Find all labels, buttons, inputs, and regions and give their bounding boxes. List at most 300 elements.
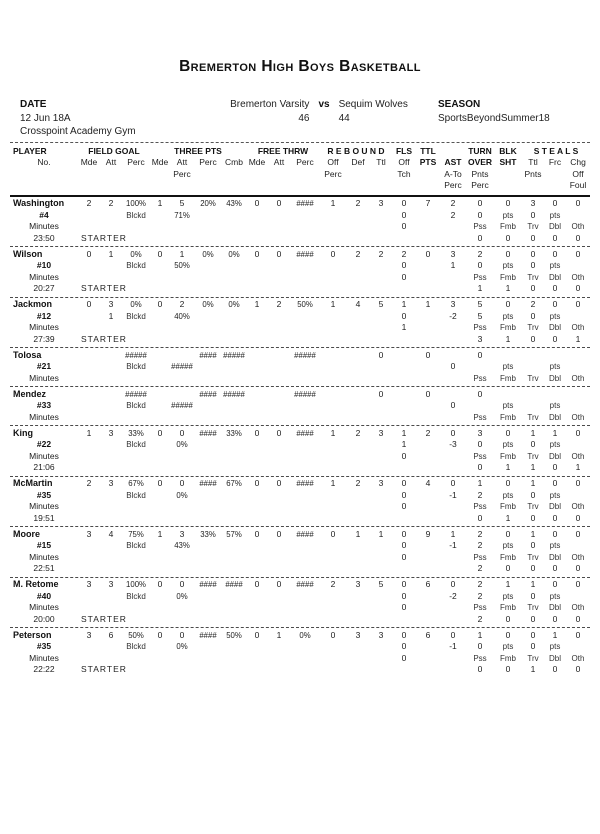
- stat-cell: [494, 350, 522, 362]
- col-off: Off: [327, 157, 339, 167]
- stat-cell: 5: [179, 198, 185, 208]
- stat-cell: ####: [199, 479, 217, 488]
- player-sub-row-3: [10, 614, 590, 626]
- player-number: #35: [36, 641, 52, 651]
- stat-cell: 0: [179, 629, 185, 640]
- player-number: #35: [36, 489, 52, 500]
- stat-cell: 1: [86, 427, 92, 438]
- stat-cell: 0: [254, 248, 260, 259]
- stat-cell: 3: [108, 579, 114, 589]
- col-ast: AST: [444, 157, 462, 167]
- player-number: #21: [36, 361, 52, 371]
- page-title: Bremerton High Boys Basketball: [179, 58, 421, 75]
- stat-cell: 0: [401, 310, 407, 321]
- stat-cell: 0: [157, 629, 163, 640]
- stat-cell: 0: [276, 579, 282, 589]
- stat-cell: 0: [401, 528, 407, 539]
- three-att-perc: #####: [171, 401, 193, 410]
- stat-cell: 0: [505, 299, 511, 309]
- to-fmb-label: Fmb: [500, 451, 516, 461]
- stat-cell: 0: [552, 299, 558, 309]
- col-sub-tch: Tch: [397, 168, 411, 179]
- stat-cell: 0: [505, 478, 511, 488]
- stat-cell: 0%: [202, 249, 214, 259]
- stat-cell: 3: [86, 528, 92, 539]
- stat-cell: 0: [401, 551, 407, 562]
- stat-cell: 2: [355, 248, 361, 259]
- stat-cell: 0: [254, 629, 260, 640]
- turnover-points: 0: [477, 641, 483, 651]
- stat-cell: 0: [425, 388, 431, 399]
- stat-cell: 1: [254, 299, 260, 309]
- to-oth-label: Oth: [571, 272, 585, 282]
- stat-cell: 2: [530, 299, 536, 309]
- matchup: [200, 98, 438, 139]
- col-perc: Perc: [199, 157, 217, 167]
- turnover-points: [466, 361, 494, 373]
- stat-cell: 0: [552, 198, 558, 208]
- minutes-label: Minutes: [29, 551, 59, 562]
- col-mde: Mde: [151, 157, 169, 167]
- to-oth-label: Oth: [571, 502, 585, 511]
- stat-cell: 0: [575, 299, 581, 309]
- home-score: 46: [298, 112, 310, 124]
- fg-blocked-value: [100, 361, 122, 373]
- stat-cell: ####: [296, 529, 314, 539]
- to-breakdown-value: 0: [505, 563, 511, 573]
- to-breakdown-value: 1: [530, 664, 536, 674]
- stat-cell: 0: [530, 629, 536, 640]
- player-name: M. Retome: [13, 579, 59, 589]
- col-sub-perc: Perc: [324, 168, 342, 179]
- to-breakdown-value: 0: [530, 512, 536, 523]
- player-stats-row: [10, 389, 590, 401]
- stat-cell: 0: [477, 388, 483, 399]
- to-breakdown-value: 0: [477, 664, 483, 674]
- player-sub-row-1: [10, 490, 590, 502]
- col-group-player: PLAYER: [13, 145, 47, 156]
- stat-cell: #####: [223, 389, 245, 399]
- stat-cell: [100, 350, 122, 362]
- stat-cell: 0: [552, 248, 558, 259]
- minutes-value: 20:27: [33, 283, 55, 293]
- player-name: Tolosa: [13, 349, 42, 360]
- player-stats-row: [10, 529, 590, 541]
- stat-cell: 0: [505, 248, 511, 259]
- stat-cell: [566, 350, 590, 362]
- to-breakdown-value: 0: [477, 462, 483, 472]
- stat-cell: 2: [477, 528, 483, 539]
- player-stats-row: [10, 630, 590, 642]
- stat-cell: 1: [530, 528, 536, 539]
- header-row-groups: [10, 146, 590, 158]
- to-oth-label: Oth: [571, 603, 585, 612]
- col-group-blk: BLK: [499, 145, 517, 156]
- to-breakdown-value: 1: [575, 333, 581, 344]
- player-block: [10, 386, 590, 425]
- turnover-points: 0: [477, 439, 483, 449]
- stat-cell: ####: [199, 428, 217, 438]
- stat-cell: 0: [575, 629, 581, 640]
- col-sub-foul: Foul: [569, 180, 587, 190]
- to-breakdown-value: 0: [552, 613, 558, 624]
- stat-cell: 2: [477, 579, 483, 589]
- stat-cell: [150, 389, 170, 401]
- player-sub-row-1: [10, 641, 590, 653]
- minutes-label: Minutes: [29, 372, 59, 383]
- blckd-label: Blckd: [126, 362, 146, 371]
- stat-cell: 0: [425, 349, 431, 360]
- to-breakdown-value: 1: [477, 283, 483, 293]
- steal-points: 0: [530, 310, 536, 321]
- header-row-columns: [10, 157, 590, 169]
- stat-cell: 0: [530, 248, 536, 259]
- stat-cell: 1: [330, 198, 336, 208]
- stat-cell: [392, 361, 416, 373]
- season-label: SEASON: [438, 99, 481, 110]
- col-sub-perc: Perc: [471, 180, 489, 190]
- player-sub-row-2: [10, 653, 590, 665]
- stat-cell: [392, 400, 416, 412]
- player-sub-row-2: [10, 602, 590, 614]
- player-number: #40: [36, 590, 52, 601]
- ast-to-ratio: -1: [449, 641, 457, 651]
- stat-cell: 75%: [128, 529, 144, 539]
- stat-cell: 0: [254, 528, 260, 539]
- to-oth-label: Oth: [571, 412, 585, 422]
- stat-cell: 1: [378, 528, 384, 539]
- stat-cell: 33%: [128, 428, 144, 438]
- date-value: 12 Jun 18A: [20, 112, 71, 124]
- stat-cell: 0: [505, 427, 511, 438]
- stat-cell: 0: [86, 299, 92, 309]
- pts-label: pts: [549, 642, 561, 651]
- pts-label: pts: [549, 401, 561, 410]
- stat-cell: 0: [157, 478, 163, 488]
- stat-cell: 0: [575, 478, 581, 488]
- to-fmb-label: Fmb: [500, 603, 516, 612]
- stat-cell: 0%: [228, 249, 240, 259]
- stat-cell: 0: [330, 629, 336, 640]
- to-breakdown-value: 0: [505, 664, 511, 674]
- stat-cell: 0: [179, 579, 185, 589]
- to-breakdown-value: 0: [552, 664, 558, 674]
- player-sub-row-1: [10, 311, 590, 323]
- stat-cell: 1: [552, 427, 558, 438]
- stat-cell: 2: [450, 198, 456, 208]
- to-pss-label: Pss: [473, 451, 487, 461]
- three-att-perc: 0%: [176, 642, 188, 651]
- to-fmb-label: Fmb: [500, 502, 516, 511]
- pts-label: pts: [549, 210, 561, 220]
- player-sub-row-3: [10, 513, 590, 525]
- player-sub-row-3: [10, 462, 590, 474]
- stat-cell: 0%: [130, 249, 142, 259]
- starter-label: STARTER: [81, 664, 127, 674]
- to-breakdown-value: 0: [530, 563, 536, 573]
- to-breakdown-value: 0: [530, 613, 536, 624]
- stat-cell: 4: [108, 528, 114, 539]
- stat-cell: 2: [330, 579, 336, 589]
- stat-cell: 0: [401, 641, 407, 651]
- to-dbl-label: Dbl: [548, 502, 561, 511]
- blckd-label: Blckd: [126, 440, 146, 449]
- stat-cell: 1: [276, 629, 282, 640]
- minutes-label: Minutes: [29, 221, 59, 231]
- pts-label: pts: [502, 261, 514, 270]
- away-team-name: Sequim Wolves: [338, 99, 408, 110]
- pts-label: pts: [549, 311, 561, 321]
- stat-cell: [392, 412, 416, 424]
- player-number: #33: [36, 400, 52, 410]
- stat-cell: 0: [450, 629, 456, 640]
- col-sub-off: Off: [572, 168, 584, 179]
- player-name: Mendez: [13, 388, 47, 399]
- pts-label: pts: [502, 362, 514, 371]
- stat-cell: 0: [450, 478, 456, 488]
- stat-cell: 2: [355, 478, 361, 488]
- col-group-field_goal: FIELD GOAL: [88, 145, 140, 156]
- stat-cell: 0: [450, 427, 456, 438]
- stat-cell: 0: [276, 478, 282, 488]
- col-sub-pnts: Pnts: [471, 168, 489, 179]
- stat-cell: [440, 389, 466, 401]
- stat-cell: 0: [401, 209, 407, 220]
- stat-cell: 0: [477, 349, 483, 360]
- steal-points: [522, 361, 544, 373]
- col-pts: PTS: [419, 157, 437, 167]
- player-block: [10, 577, 590, 628]
- player-block: [10, 347, 590, 386]
- to-breakdown-value: 0: [477, 232, 483, 243]
- pts-label: pts: [502, 210, 514, 220]
- stat-cell: [78, 350, 100, 362]
- stat-cell: [494, 389, 522, 401]
- starter-label: STARTER: [81, 232, 127, 243]
- venue: Crosspoint Academy Gym: [20, 126, 136, 137]
- stat-cell: 2: [355, 198, 361, 208]
- fg-blocked-value: [100, 400, 122, 412]
- ast-to-ratio: 2: [450, 209, 456, 220]
- stat-cell: 33%: [226, 428, 242, 438]
- to-fmb-label: Fmb: [500, 323, 516, 332]
- stat-cell: ####: [199, 389, 217, 399]
- player-block: [10, 476, 590, 527]
- stat-cell: 1: [157, 198, 163, 208]
- stat-cell: [392, 350, 416, 362]
- to-dbl-label: Dbl: [548, 272, 561, 282]
- stat-cell: 0: [552, 528, 558, 539]
- ast-to-ratio: 1: [450, 260, 456, 270]
- to-breakdown-value: 0: [552, 232, 558, 243]
- stat-cell: 3: [86, 579, 92, 589]
- three-att-perc: 71%: [174, 210, 190, 220]
- fg-blocked-value: [100, 540, 122, 552]
- blckd-label: Blckd: [126, 261, 146, 270]
- to-breakdown-value: 0: [530, 333, 536, 344]
- to-fmb-label: Fmb: [500, 272, 516, 282]
- stat-cell: ####: [296, 428, 314, 438]
- stat-cell: 0: [401, 271, 407, 282]
- col-att: Att: [273, 157, 285, 167]
- steal-points: 0: [530, 641, 536, 651]
- stat-cell: 3: [378, 198, 384, 208]
- stat-cell: 1: [401, 299, 407, 309]
- fg-blocked-value: [100, 490, 122, 502]
- to-oth-label: Oth: [571, 323, 585, 332]
- stat-cell: 2: [179, 299, 185, 309]
- stat-cell: 1: [330, 427, 336, 438]
- stat-cell: 50%: [128, 630, 144, 640]
- to-breakdown-value: 0: [575, 283, 581, 293]
- stat-cell: ####: [199, 630, 217, 640]
- stat-cell: 1: [450, 528, 456, 539]
- stat-cell: ####: [296, 249, 314, 259]
- pts-label: pts: [549, 490, 561, 500]
- stat-cell: 2: [477, 248, 483, 259]
- col-sub-perc: Perc: [173, 168, 191, 179]
- to-breakdown-value: 1: [505, 462, 511, 472]
- to-fmb-label: Fmb: [500, 222, 516, 231]
- stat-cell: 3: [108, 299, 114, 309]
- header-row-sub2: [10, 180, 590, 192]
- col-mde: Mde: [248, 157, 266, 167]
- stat-cell: 3: [108, 478, 114, 488]
- player-number: #15: [36, 540, 52, 550]
- player-sub-row-3: [10, 283, 590, 295]
- col-att: Att: [105, 157, 117, 167]
- turnover-points: 2: [477, 540, 483, 550]
- to-dbl-label: Dbl: [548, 222, 561, 231]
- stat-cell: 0: [330, 528, 336, 539]
- stat-cell: 2: [108, 198, 114, 208]
- stat-cell: 0: [157, 299, 163, 309]
- col-chg: Chg: [570, 157, 586, 167]
- to-breakdown-value: 0: [575, 664, 581, 674]
- stat-cell: 0: [179, 478, 185, 488]
- stat-cell: 0: [401, 629, 407, 640]
- player-stats-row: [10, 579, 590, 591]
- table-header: [10, 143, 590, 197]
- to-breakdown-value: 0: [552, 462, 558, 472]
- player-sub-row-1: [10, 439, 590, 451]
- turnover-points: 2: [477, 590, 483, 601]
- to-trv-label: Trv: [527, 222, 539, 231]
- stat-cell: 0: [401, 478, 407, 488]
- blckd-label: Blckd: [126, 591, 146, 601]
- col-group-fls: FLS: [395, 145, 413, 156]
- col-sub-perc: Perc: [444, 180, 462, 190]
- to-breakdown-value: 0: [575, 512, 581, 523]
- turnover-points: [466, 400, 494, 412]
- to-dbl-label: Dbl: [548, 653, 561, 663]
- to-breakdown-value: 0: [530, 232, 536, 243]
- stat-cell: 0: [401, 579, 407, 589]
- to-pss-label: Pss: [473, 502, 487, 511]
- stat-cell: 0: [254, 427, 260, 438]
- player-sub-row-2: [10, 221, 590, 233]
- stat-cell: 5: [477, 299, 483, 309]
- stat-cell: 0: [378, 349, 384, 360]
- player-stats-row: [10, 478, 590, 490]
- pts-label: pts: [549, 261, 561, 270]
- minutes-value: 21:06: [33, 462, 55, 472]
- stat-cell: [268, 350, 290, 362]
- col-att: Att: [176, 157, 188, 167]
- pts-label: pts: [502, 490, 514, 500]
- to-breakdown-value: 0: [552, 512, 558, 523]
- to-trv-label: Trv: [527, 272, 539, 282]
- game-info: [10, 98, 590, 139]
- stat-cell: #####: [294, 389, 316, 399]
- stat-cell: [522, 350, 544, 362]
- stat-cell: 3: [108, 427, 114, 438]
- stat-cell: 50%: [297, 300, 313, 309]
- stat-cell: 0: [401, 198, 407, 208]
- stat-cell: 9: [425, 528, 431, 539]
- stat-cell: [544, 350, 566, 362]
- to-pss-label: Pss: [473, 222, 487, 231]
- stat-cell: 2: [425, 427, 431, 438]
- to-dbl-label: Dbl: [548, 451, 561, 461]
- to-oth-label: Oth: [571, 373, 585, 383]
- steal-points: 0: [530, 590, 536, 601]
- stat-cell: 0: [276, 427, 282, 438]
- col-frc: Frc: [548, 157, 562, 167]
- three-att-perc: 40%: [174, 311, 190, 321]
- to-breakdown-value: 0: [552, 333, 558, 344]
- stat-cell: 0: [401, 489, 407, 500]
- stat-cell: 0: [378, 388, 384, 399]
- stat-cell: 0: [276, 248, 282, 259]
- fg-blocked-value: 1: [108, 310, 114, 321]
- player-sub-row-2: [10, 552, 590, 564]
- pts-label: pts: [502, 591, 514, 601]
- player-sub-row-1: [10, 210, 590, 222]
- stat-cell: 3: [355, 629, 361, 640]
- player-block: [10, 425, 590, 476]
- stat-cell: 5: [378, 299, 384, 309]
- three-att-perc: 0%: [176, 440, 188, 449]
- stat-cell: 1: [355, 528, 361, 539]
- player-number: #22: [36, 439, 52, 449]
- stat-cell: [392, 389, 416, 401]
- stat-cell: 0: [552, 478, 558, 488]
- home-team-name: Bremerton Varsity: [230, 99, 310, 110]
- blckd-label: Blckd: [126, 311, 146, 321]
- player-block: [10, 297, 590, 348]
- stat-cell: 2: [86, 198, 92, 208]
- stat-cell: 0: [575, 579, 581, 589]
- stat-cell: 1: [530, 478, 536, 488]
- to-pss-label: Pss: [473, 323, 487, 332]
- col-group-turn: TURN: [468, 145, 492, 156]
- col-perc: Perc: [296, 157, 314, 167]
- to-trv-label: Trv: [527, 552, 539, 562]
- col-def: Def: [351, 157, 365, 167]
- stat-cell: 1: [425, 299, 431, 309]
- stat-cell: 43%: [226, 199, 242, 208]
- minutes-value: 19:51: [33, 512, 55, 523]
- minutes-label: Minutes: [29, 602, 59, 612]
- col-group-ttl: TTL: [420, 145, 436, 156]
- minutes-label: Minutes: [29, 450, 59, 461]
- to-fmb-label: Fmb: [500, 653, 516, 663]
- to-breakdown-value: 1: [575, 462, 581, 472]
- stat-cell: 1: [530, 579, 536, 589]
- minutes-label: Minutes: [29, 271, 59, 282]
- away-score: 44: [338, 112, 350, 124]
